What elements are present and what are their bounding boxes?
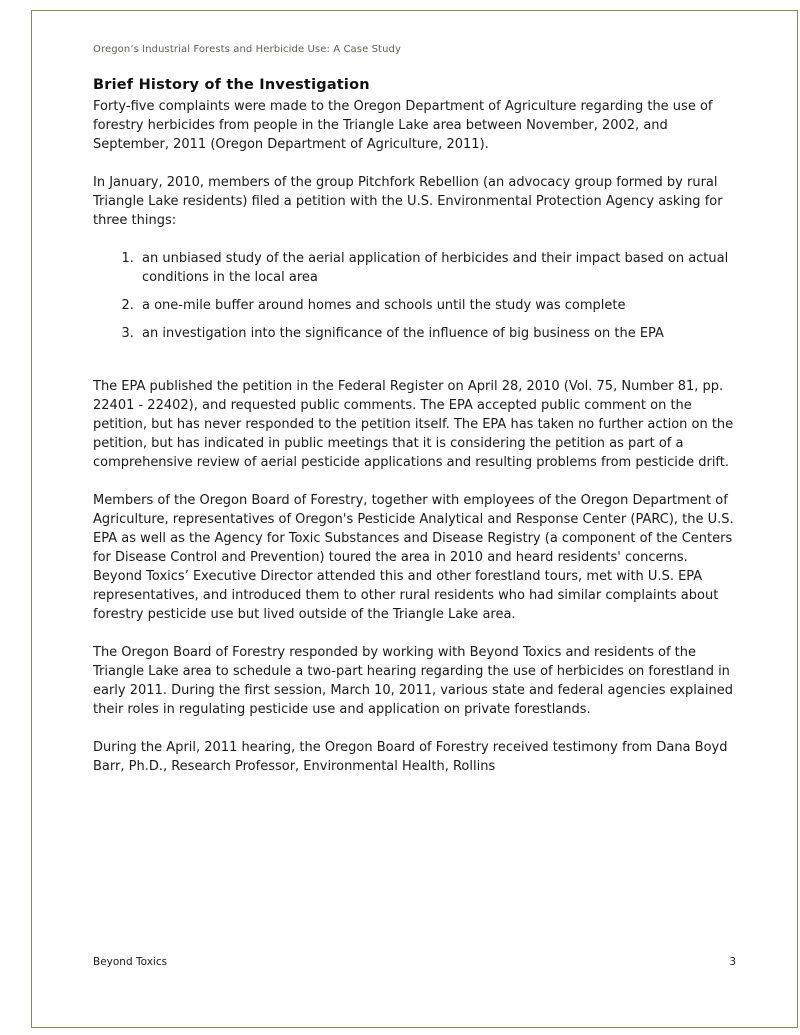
footer-org-name: Beyond Toxics — [93, 956, 168, 968]
paragraph-complaints: Forty-five complaints were made to the Oregon Department of Agriculture regarding the use of forestry herbicides from people in the Triangle Lake area between November, 2002, and September, 2011 (Oregon Department of Agriculture, 2011). — [93, 99, 713, 152]
running-header: Oregon’s Industrial Forests and Herbicide Use: A Case Study — [93, 44, 401, 55]
paragraph-board-tour: Members of the Oregon Board of Forestry, together with employees of the Oregon Department of Agriculture, representatives of Oregon's Pesticide Analytical and Response Center (PARC), the U.S. EPA as well as the Agency for Toxic Substances and Disease Registry (a component of the Centers for Disease Control and Prevention) toured the area in 2010 and heard residents' concerns. Beyond Toxics’ Executive Director attended this and other forestland tours, met with U.S. EPA representatives, and introduced them to other rural residents who had similar complaints about forestry pesticide use but lived outside of the Triangle Lake area. — [93, 493, 734, 622]
petition-list-item-1: 1. an unbiased study of the aerial application of herbicides and their impact based on actual conditions in the local area — [138, 249, 737, 287]
paragraph-federal-register: The EPA published the petition in the Federal Register on April 28, 2010 (Vol. 75, Number 81, pp. 22401 - 22402), and requested public comments. The EPA accepted public comment on the petition, but has never responded to the petition itself. The EPA has taken no further action on the petition, but has indicated in public meetings that it is considering the petition as part of a comprehensive review of aerial pesticide applications and resulting problems from pesticide drift. — [93, 379, 734, 470]
paragraph-april-hearing: During the April, 2011 hearing, the Oregon Board of Forestry received testimony from Dana Boyd Barr, Ph.D., Research Professor, Environmental Health, Rollins — [93, 740, 728, 774]
paragraph-hearing-schedule: The Oregon Board of Forestry responded by working with Beyond Toxics and residents of the Triangle Lake area to schedule a two-part hearing regarding the use of herbicides on forestland in early 2011. During the first session, March 10, 2011, various state and federal agencies explained their roles in regulating pesticide use and application on private forestlands. — [93, 645, 733, 717]
page-content — [93, 44, 737, 795]
petition-list-item-3: 3. an investigation into the significance of the influence of big business on the EPA — [138, 324, 737, 343]
petition-list — [93, 249, 737, 343]
page-footer — [93, 956, 736, 968]
petition-list-item-2: 2. a one-mile buffer around homes and schools until the study was complete — [138, 296, 737, 315]
section-heading: Brief History of the Investigation — [93, 77, 370, 93]
page-number: 3 — [729, 956, 736, 968]
paragraph-petition: In January, 2010, members of the group Pitchfork Rebellion (an advocacy group formed by rural Triangle Lake residents) filed a petition with the U.S. Environmental Protection Agency asking for three things: — [93, 175, 723, 228]
